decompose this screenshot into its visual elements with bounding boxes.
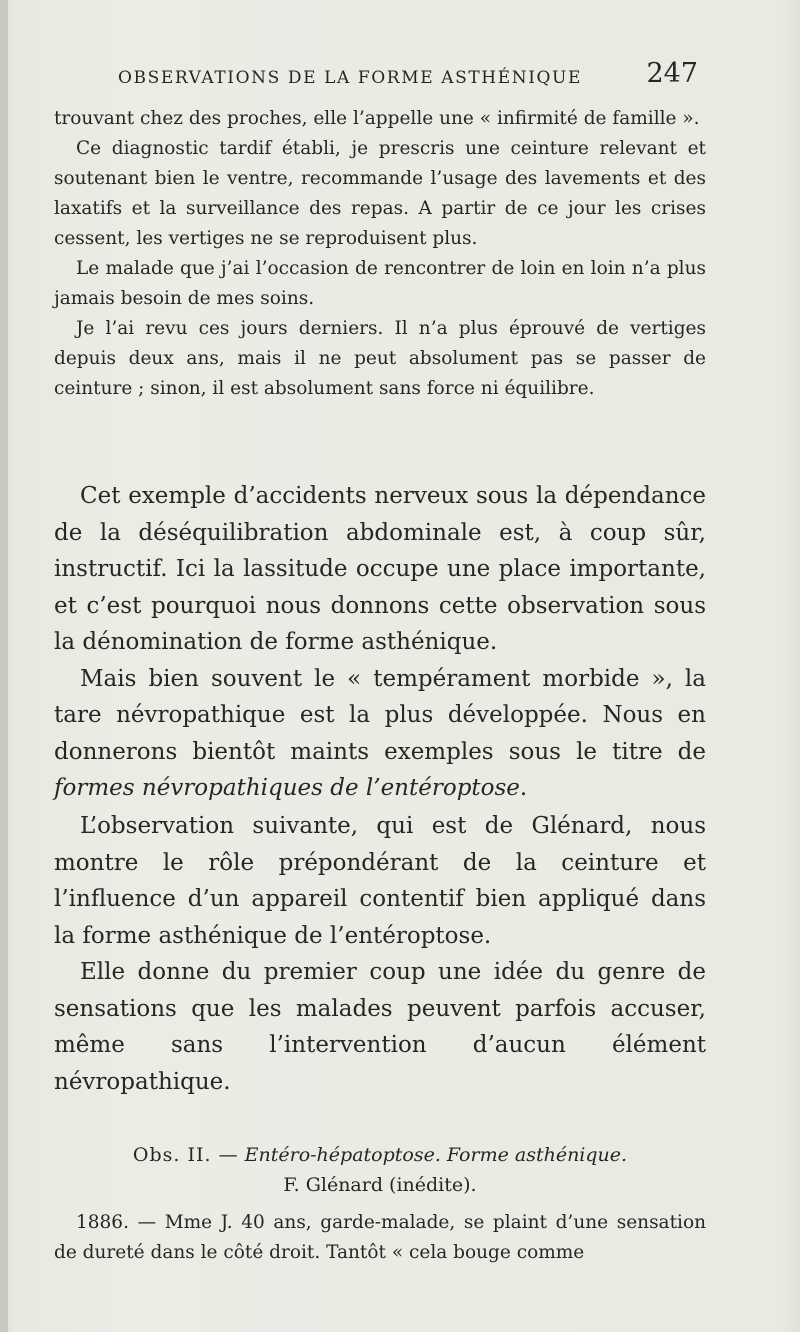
paragraph-followup: Je l’ai revu ces jours derniers. Il n’a plus éprouvé de vertiges depuis deux ans, mais il ne peut absolument pas se passer de ceinture ; sinon, il est absolument sans force ni équilibre. bbox=[54, 318, 706, 399]
commentary-section-1 bbox=[54, 478, 706, 807]
paragraph-diagnosis: Ce diagnostic tardif établi, je prescris une ceinture relevant et soutenant bien le ventre, recommande l’usage des lavements et des laxatifs et la surveillance des repas. A partir de ce jour les crises cessent, les vertiges ne se reproduisent plus. bbox=[54, 138, 706, 249]
paragraph-continuation: trouvant chez des proches, elle l’appelle une « infirmité de famille ». bbox=[54, 108, 700, 129]
page-number: 247 bbox=[646, 58, 698, 89]
observation-title: Entéro-hépatoptose. Forme asthénique. bbox=[244, 1144, 628, 1166]
page-header bbox=[118, 58, 698, 94]
running-title: OBSERVATIONS DE LA FORME ASTHÉNIQUE bbox=[118, 68, 582, 88]
paragraph-glenard: L’observation suivante, qui est de Glénard, nous montre le rôle prépondérant de la ceinture et l’influence d’un appareil contentif bien appliqué dans la forme asthénique de l’entéroptose. bbox=[54, 813, 706, 949]
observation-label: Obs. II. — bbox=[132, 1144, 239, 1166]
observation-heading bbox=[54, 1140, 706, 1200]
case-notes bbox=[54, 104, 706, 404]
paragraph-temperament: Mais bien souvent le « tempérament morbide », la tare névropathique est la plus développée. Nous en donnerons bientôt maints exemples sous le titre de formes névropathiques de l’entéroptose. bbox=[54, 665, 706, 801]
paragraph-patient: Le malade que j’ai l’occasion de rencontrer de loin en loin n’a plus jamais besoin de mes soins. bbox=[54, 258, 706, 309]
commentary-section-2 bbox=[54, 808, 706, 1100]
page-edge bbox=[0, 0, 8, 1332]
paragraph-sensations: Elle donne du premier coup une idée du genre de sensations que les malades peuvent parfois accuser, même sans l’intervention d’aucun élément névropathique. bbox=[54, 959, 706, 1095]
italic-title: formes névropathiques de l’entéroptose bbox=[54, 775, 520, 801]
paragraph-case-1886: 1886. — Mme J. 40 ans, garde-malade, se plaint d’une sensation de dureté dans le côté droit. Tantôt « cela bouge comme bbox=[54, 1212, 706, 1263]
observation-title-line bbox=[54, 1140, 706, 1170]
paragraph-example: Cet exemple d’accidents nerveux sous la dépendance de la déséquilibration abdominale est, à coup sûr, instructif. Ici la lassitude occupe une place importante, et c’est pourquoi nous donnons cette observation sous la dénomination de forme asthénique. bbox=[54, 483, 706, 655]
observation-author: F. Glénard (inédite). bbox=[283, 1174, 477, 1196]
case-start bbox=[54, 1208, 706, 1268]
